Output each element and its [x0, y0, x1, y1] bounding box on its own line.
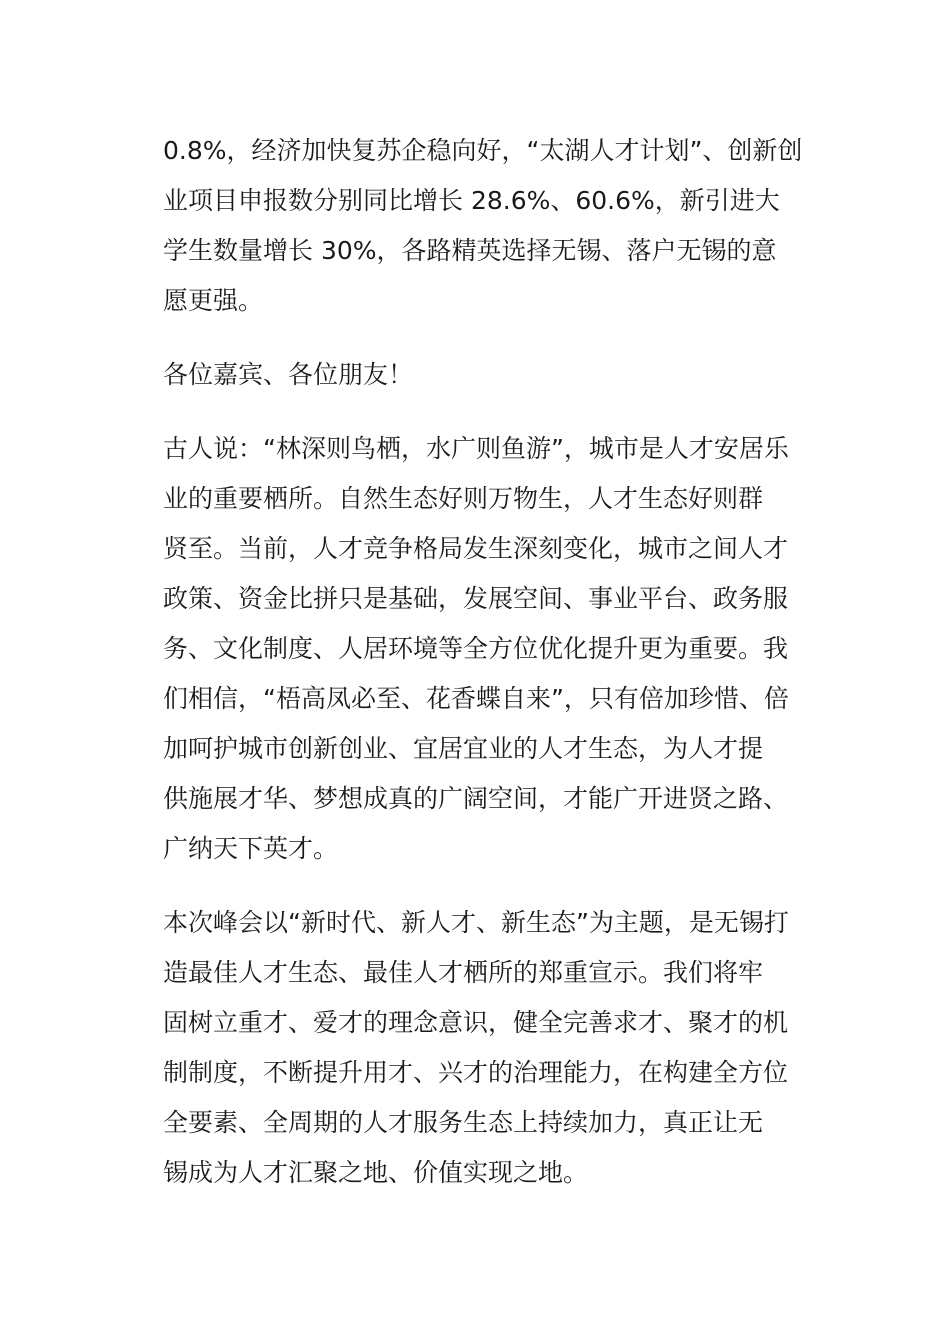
- text-line: 古人说：“林深则鸟栖，水广则鱼游”，城市是人才安居乐: [163, 434, 789, 463]
- text-line: 造最佳人才生态、最佳人才栖所的郑重宣示。我们将牢: [163, 958, 764, 987]
- text-line: 广纳天下英才。: [163, 834, 339, 863]
- paragraph-summit: [163, 898, 793, 1198]
- text-line: 固树立重才、爱才的理念意识，健全完善求才、聚才的机: [163, 1008, 789, 1037]
- text-line: 业项目申报数分别同比增长 28.6%、60.6%，新引进大: [163, 186, 780, 215]
- document-body: [163, 126, 803, 1222]
- text-line: 全要素、全周期的人才服务生态上持续加力，真正让无: [163, 1108, 764, 1137]
- text-line: 本次峰会以“新时代、新人才、新生态”为主题，是无锡打: [163, 908, 789, 937]
- paragraph-ecology: [163, 424, 793, 874]
- text-line: 业的重要栖所。自然生态好则万物生，人才生态好则群: [163, 484, 764, 513]
- text-line: 加呵护城市创新创业、宜居宜业的人才生态，为人才提: [163, 734, 764, 763]
- text-line: 政策、资金比拼只是基础，发展空间、事业平台、政务服: [163, 584, 789, 613]
- paragraph-economy: [163, 126, 803, 326]
- text-line: 们相信，“梧高凤必至、花香蝶自来”，只有倍加珍惜、倍: [163, 684, 789, 713]
- text-line: 务、文化制度、人居环境等全方位优化提升更为重要。我: [163, 634, 789, 663]
- text-line: 学生数量增长 30%，各路精英选择无锡、落户无锡的意: [163, 236, 777, 265]
- text-line: 制制度，不断提升用才、兴才的治理能力，在构建全方位: [163, 1058, 789, 1087]
- text-line: 0.8%，经济加快复苏企稳向好，“太湖人才计划”、创新创: [163, 136, 803, 165]
- paragraph-greeting: [163, 350, 793, 400]
- text-line: 各位嘉宾、各位朋友！: [163, 360, 414, 389]
- text-line: 供施展才华、梦想成真的广阔空间，才能广开进贤之路、: [163, 784, 789, 813]
- text-line: 锡成为人才汇聚之地、价值实现之地。: [163, 1158, 589, 1187]
- text-line: 愿更强。: [163, 286, 264, 315]
- text-line: 贤至。当前，人才竞争格局发生深刻变化，城市之间人才: [163, 534, 789, 563]
